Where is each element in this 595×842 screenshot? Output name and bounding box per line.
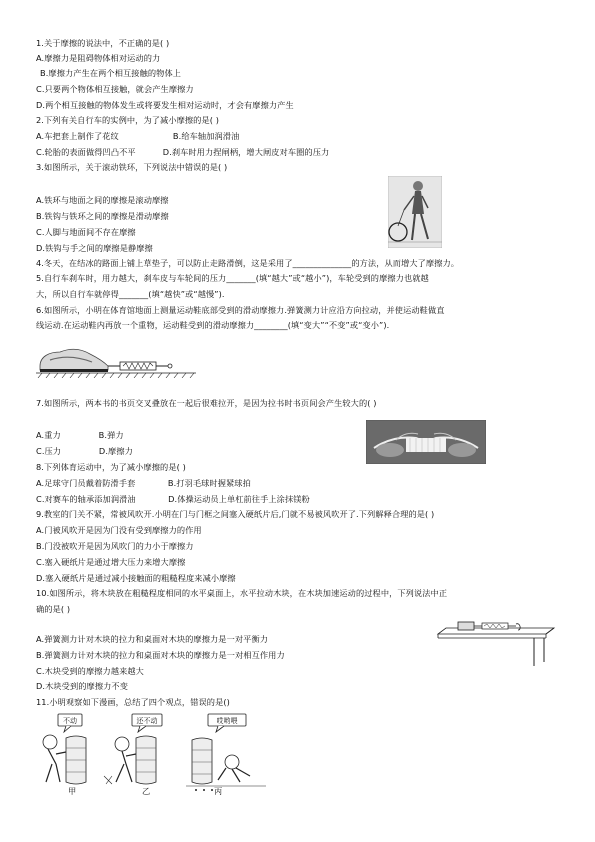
q6-line-1: 6.如图所示，小明在体育馆地面上测量运动鞋底部受到的滑动摩擦力.弹簧测力计应沿方向拉动，并使运动鞋做直 [36,305,445,315]
q7-options-cd: C.压力 D.摩擦力 [36,446,133,456]
q10-option-a: A.弹簧测力计对木块的拉力和桌面对木块的摩擦力是一对平衡力 [36,634,269,644]
comic-panel-2 [104,714,162,784]
q9-option-b: B.门没被吹开是因为风吹门的力小于摩擦力 [36,541,194,551]
q3-option-d: D.铁钩与手之间的摩擦是静摩擦 [36,243,153,253]
q1-option-c: C.只要两个物体相互接触，就会产生摩擦力 [36,84,194,94]
q3-option-c: C.人脚与地面间不存在摩擦 [36,227,136,237]
q7-stem: 7.如图所示，两本书的书页交叉叠放在一起后很难拉开，是因为拉书时书页间会产生较大的( ) [36,398,377,408]
comic-panel-1 [43,714,86,784]
q9-option-a: A.门被风吹开是因为门没有受到摩擦力的作用 [36,525,202,535]
q2-options-cd: C.轮胎的表面做得凹凸不平 D.刹车时用力捏闸柄，增大闸皮对车圈的压力 [36,147,330,157]
comic-bubble-1: 不动 [63,717,77,725]
q9-option-c: C.塞入硬纸片是通过增大压力来增大摩擦 [36,557,186,567]
interleaved-books-figure [366,420,486,464]
q2-stem: 2.下列有关自行车的实例中，为了减小摩擦的是( ) [36,115,220,125]
q11-stem: 11.小明观察如下漫画，总结了四个观点，错误的是() [36,697,230,707]
q3-option-a: A.铁环与地面之间的摩擦是滚动摩擦 [36,195,169,205]
q10-line-1: 10.如图所示，将木块放在粗糙程度相同的水平桌面上，水平拉动木块，在木块加速运动的过程中，下列说法中正 [36,588,448,598]
q10-option-c: C.木块受到的摩擦力越来越大 [36,666,144,676]
comic-label-1: 甲 [68,786,77,796]
q5-line-1: 5.自行车刹车时，用力越大，刹车皮与车轮间的压力_______(填“越大”或“越小”)，车轮受到的摩擦力也就越 [36,273,429,283]
q9-option-d: D.塞入硬纸片是通过减小接触面的粗糙程度来减小摩擦 [36,573,236,583]
q10-option-b: B.弹簧测力计对木块的拉力和桌面对木块的摩擦力是一对相互作用力 [36,650,285,660]
q10-option-d: D.木块受到的摩擦力不变 [36,681,128,691]
q3-stem: 3.如图所示，关于滚动铁环，下列说法中错误的是( ) [36,162,228,172]
comic-bubble-3: 哎哟喂 [216,717,238,725]
q8-options-cd: C.对赛车的轴承添加润滑油 D.体操运动员上单杠前往手上涂抹镁粉 [36,494,310,504]
hoop-rolling-figure [388,176,442,248]
comic-figure [36,710,276,796]
q1-option-a: A.摩擦力是阻碍物体相对运动的力 [36,53,161,63]
q1-option-b: B.摩擦力产生在两个相互接触的物体上 [40,68,182,78]
comic-bubble-2: 还不动 [136,717,158,725]
q1-stem: 1.关于摩擦的说法中，不正确的是( ) [36,38,170,48]
q9-stem: 9.教室的门关不紧，常被风吹开.小明在门与门框之间塞入硬纸片后,门就不易被风吹开了.下列解释合理的是( ) [36,509,435,519]
comic-label-2: 乙 [142,786,151,796]
block-table-figure [434,616,558,666]
q8-stem: 8.下列体育运动中，为了减小摩擦的是( ) [36,462,186,472]
q4-text: 4.冬天，在结冰的路面上铺上草垫子，可以防止走路滑倒，这是采用了______________的方法，从而增大了摩擦力。 [36,258,460,268]
q5-line-2: 大，所以自行车就停得_______(填“越快”或“越慢”). [36,289,225,299]
q6-line-2: 线运动.在运动鞋内再放一个重物，运动鞋受到的滑动摩擦力________(填“变大”“不变”或“变小”). [36,320,390,330]
q3-option-b: B.铁钩与铁环之间的摩擦是滑动摩擦 [36,211,169,221]
shoe-spring-scale-figure [36,340,196,378]
comic-label-3: 丙 [214,786,223,796]
q2-options-ab: A.车把套上制作了花纹 B.给车轴加润滑油 [36,131,240,141]
q8-options-ab: A.足球守门员戴着防滑手套 B.打羽毛球时握紧球拍 [36,478,251,488]
q7-options-ab: A.重力 B.弹力 [36,430,124,440]
q1-option-d: D.两个相互接触的物体发生或将要发生相对运动时，才会有摩擦力产生 [36,100,294,110]
q10-line-2: 确的是( ) [36,604,71,614]
comic-panel-3 [186,714,266,791]
